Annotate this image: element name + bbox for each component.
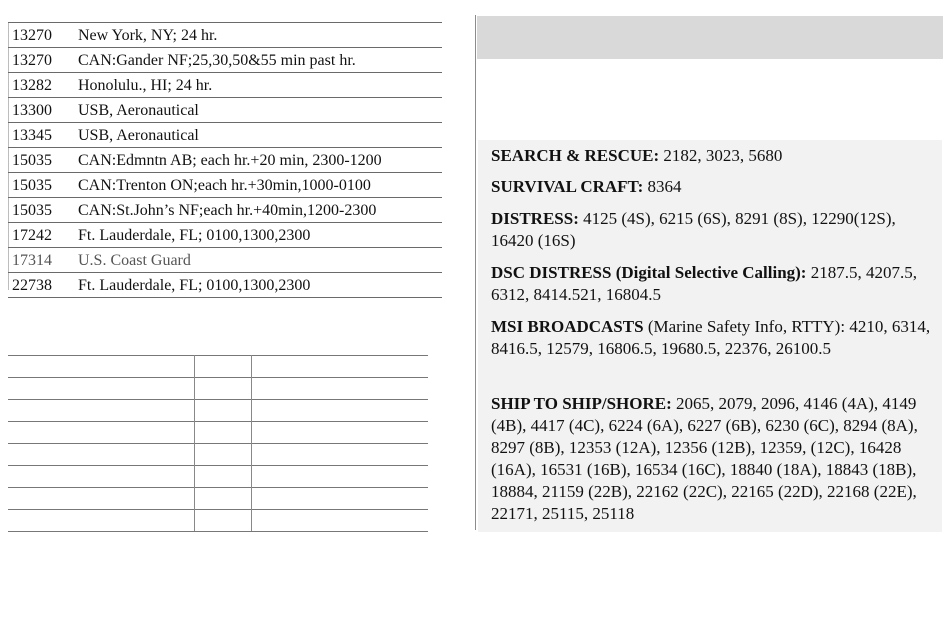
blank-cell (195, 444, 252, 466)
distress-entry (491, 208, 931, 252)
blank-cell (252, 510, 429, 532)
blank-cell (8, 422, 195, 444)
blank-cell (8, 444, 195, 466)
blank-cell (8, 400, 195, 422)
entry-label: SURVIVAL CRAFT: (491, 177, 644, 196)
blank-cell (195, 356, 252, 378)
entry-value: 4210, 6314, 8416.5, 12579, 16806.5, 19680.5, 22376, 26100.5 (491, 317, 931, 358)
description-cell: USB, Aeronautical (76, 98, 442, 123)
table-row (8, 273, 442, 298)
blank-row (8, 356, 428, 378)
broadcast-schedule-table (8, 22, 442, 298)
frequency-cell: 13282 (8, 73, 76, 98)
blank-cell (8, 466, 195, 488)
blank-cell (8, 356, 195, 378)
entry-value: 8364 (647, 177, 682, 196)
table-row (8, 173, 442, 198)
blank-row (8, 444, 428, 466)
header-bar (477, 16, 943, 59)
description-cell: CAN:Edmntn AB; each hr.+20 min, 2300-1200 (76, 148, 442, 173)
entry-value: 2187.5, 4207.5, 6312, 8414.521, 16804.5 (491, 263, 917, 304)
table-row (8, 198, 442, 223)
table-row (8, 23, 442, 48)
frequency-cell: 15035 (8, 173, 76, 198)
blank-cell (252, 400, 429, 422)
blank-cell (252, 488, 429, 510)
msi-broadcasts-entry (491, 316, 931, 360)
blank-log-table (8, 355, 428, 532)
description-cell: Ft. Lauderdale, FL; 0100,1300,2300 (76, 223, 442, 248)
entry-label: DSC DISTRESS (491, 263, 612, 282)
blank-cell (252, 356, 429, 378)
blank-row (8, 510, 428, 532)
blank-cell (8, 510, 195, 532)
blank-cell (8, 488, 195, 510)
description-cell: Honolulu., HI; 24 hr. (76, 73, 442, 98)
blank-row (8, 422, 428, 444)
survival-craft-entry (491, 176, 931, 198)
entry-value: 2182, 3023, 5680 (663, 146, 783, 165)
frequency-cell: 13270 (8, 48, 76, 73)
description-cell: U.S. Coast Guard (76, 248, 442, 273)
frequency-cell: 17314 (8, 248, 76, 273)
entry-label: DISTRESS: (491, 209, 579, 228)
blank-cell (195, 466, 252, 488)
entry-paren-label: (Digital Selective Calling): (615, 263, 807, 282)
description-cell: CAN:Gander NF;25,30,50&55 min past hr. (76, 48, 442, 73)
blank-cell (252, 466, 429, 488)
table-row (8, 123, 442, 148)
frequency-cell: 15035 (8, 198, 76, 223)
blank-cell (195, 400, 252, 422)
table-row (8, 223, 442, 248)
entry-value: 4125 (4S), 6215 (6S), 8291 (8S), 12290(12S), 16420 (16S) (491, 209, 896, 250)
table-row (8, 248, 442, 273)
column-divider (475, 15, 476, 530)
description-cell: CAN:St.John’s NF;each hr.+40min,1200-2300 (76, 198, 442, 223)
entry-value: 2065, 2079, 2096, 4146 (4A), 4149 (4B), 4417 (4C), 6224 (6A), 6227 (6B), 6230 (6C), 8294 (8A), 8297 (8B), 12353 (12A), 12356 (12B), 12359, (12C), 16428 (16A), 16531 (16B), 16534 (16C), 18840 (18A), 18843 (18B), 18884, 21159 (22B), 22162 (22C), 22165 (22D), 22168 (22E), 22171, 25115, 25118 (491, 394, 918, 523)
blank-row (8, 400, 428, 422)
table-row (8, 73, 442, 98)
entry-paren-label: (Marine Safety Info, RTTY): (647, 317, 846, 336)
frequency-cell: 17242 (8, 223, 76, 248)
blank-cell (195, 378, 252, 400)
blank-cell (195, 510, 252, 532)
blank-cell (195, 422, 252, 444)
search-rescue-entry (491, 145, 931, 167)
table-row (8, 48, 442, 73)
frequency-cell: 13345 (8, 123, 76, 148)
table-row (8, 148, 442, 173)
frequency-cell: 22738 (8, 273, 76, 298)
entry-label: SEARCH & RESCUE: (491, 146, 660, 165)
description-cell: Ft. Lauderdale, FL; 0100,1300,2300 (76, 273, 442, 298)
blank-cell (8, 378, 195, 400)
description-cell: USB, Aeronautical (76, 123, 442, 148)
blank-cell (195, 488, 252, 510)
frequency-cell: 15035 (8, 148, 76, 173)
entry-label: SHIP TO SHIP/SHORE: (491, 394, 672, 413)
dsc-distress-entry (491, 262, 931, 306)
blank-cell (252, 422, 429, 444)
frequency-cell: 13270 (8, 23, 76, 48)
ship-to-ship-entry (491, 393, 931, 525)
entry-label: MSI BROADCASTS (491, 317, 644, 336)
blank-row (8, 378, 428, 400)
blank-cell (252, 444, 429, 466)
blank-row (8, 466, 428, 488)
blank-row (8, 488, 428, 510)
description-cell: New York, NY; 24 hr. (76, 23, 442, 48)
frequency-cell: 13300 (8, 98, 76, 123)
table-row (8, 98, 442, 123)
blank-cell (252, 378, 429, 400)
description-cell: CAN:Trenton ON;each hr.+30min,1000-0100 (76, 173, 442, 198)
